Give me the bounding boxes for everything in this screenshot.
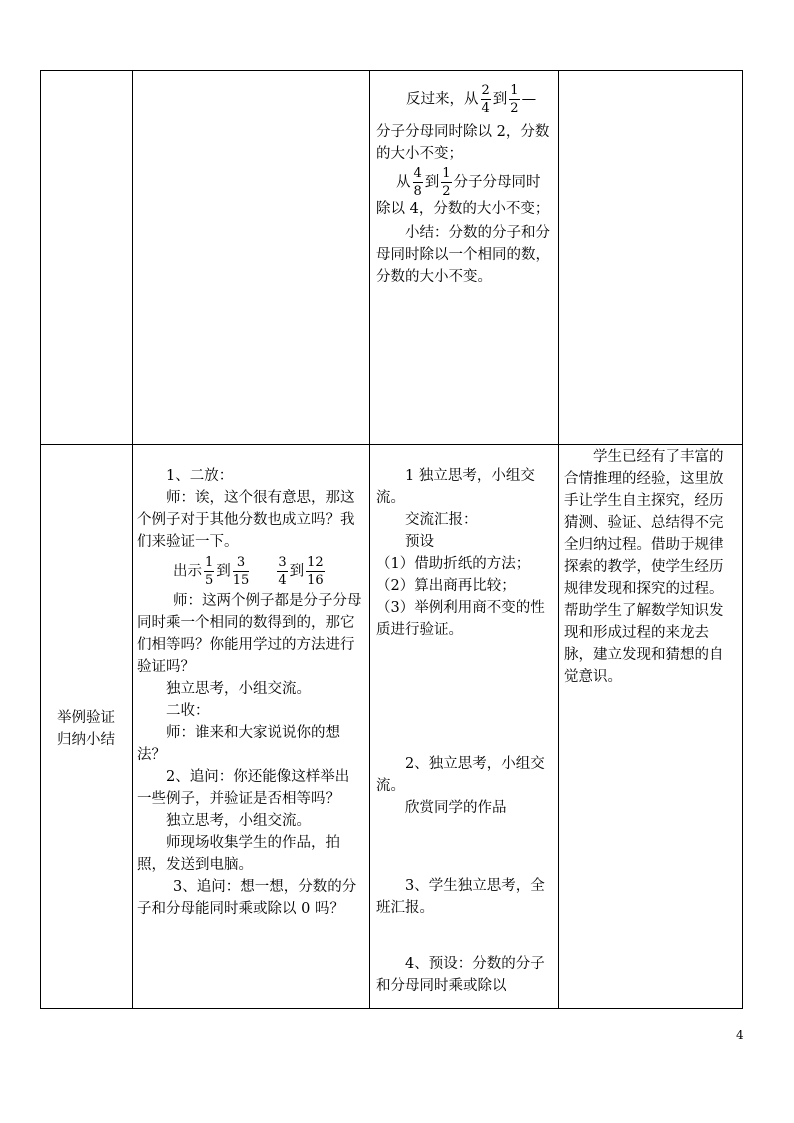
teacher-question-2: 师：这两个例子都是分子分母同时乘一个相同的数得到的，那它们相等吗？你能用学过的方法进行验证吗？	[137, 593, 362, 675]
denominator: 15	[232, 573, 250, 588]
student-step-1: 1 独立思考，小组交流。	[376, 468, 535, 506]
collect-works-text: 师现场收集学生的作品，拍照，发送到电脑。	[137, 835, 340, 873]
student-step-2: 2、独立思考，小组交流。	[376, 756, 545, 794]
appreciate-works-text: 欣赏同学的作品	[405, 800, 507, 816]
denominator: 2	[510, 101, 519, 116]
fraction-3-15	[233, 556, 250, 587]
reverse-line: 反过来，从 $\frac{2}{4}$ 到 $\frac{1}{2}$ —	[406, 83, 537, 116]
numerator: 3	[278, 555, 287, 570]
table-border-right	[742, 70, 743, 1009]
step-2-label: 二收：	[166, 703, 210, 719]
preset-item-1: （1）借助折纸的方法；	[376, 556, 531, 572]
divide-by-2-text: 分子分母同时除以 2，分数的大小不变；	[376, 124, 550, 162]
denominator: 8	[413, 184, 422, 199]
denominator: 4	[278, 573, 287, 588]
preset-item-2: （2）算出商再比较；	[376, 578, 516, 594]
teacher-question-1: 师：诶，这个很有意思，那这个例子对于其他分数也成立吗？我们来验证一下。	[137, 490, 355, 550]
student-activity-cell	[376, 465, 552, 997]
row1-student-activity-cell	[376, 84, 552, 288]
text-segment: 到	[492, 91, 508, 108]
teacher-question-3: 师：谁来和大家说说你的想法？	[137, 725, 340, 763]
fraction-1-2	[509, 84, 519, 115]
independent-thinking-1: 独立思考，小组交流。	[166, 681, 311, 697]
design-intent-cell: 学生已经有了丰富的合情推理的经验，这里放手让学生自主探究，经历猜测、验证、总结得不完全归纳过程。借助于规律探索的教学，使学生经历规律发现和探究的过程。帮助学生了解数学知识发现和形成过程的来龙去脉，建立发现和猜想的自觉意识。	[564, 449, 724, 685]
fraction-1-5	[204, 556, 214, 587]
numerator: 1	[205, 555, 214, 570]
denominator: 2	[442, 184, 451, 199]
fraction-1-2-b	[441, 167, 451, 198]
table-border-left	[40, 70, 41, 1009]
preset-item-3: （3）举例利用商不变的性质进行验证。	[376, 600, 545, 638]
summary-text: 小结：分数的分子和分母同时除以一个相同的数，分数的大小不变。	[376, 225, 550, 285]
numerator: 3	[233, 556, 250, 572]
numerator: 1	[510, 83, 519, 98]
table-border-top	[40, 70, 743, 71]
text-segment: 到	[424, 174, 440, 191]
table-border-bottom	[40, 1008, 743, 1009]
fraction-4-8	[413, 167, 423, 198]
fraction-12-16	[306, 556, 325, 587]
section-label: 举例验证归纳小结	[57, 710, 115, 748]
lesson-plan-table	[40, 70, 743, 1009]
numerator: 1	[442, 166, 451, 181]
show-fractions-line	[137, 556, 363, 587]
fraction-2-4	[481, 84, 491, 115]
text-segment: 到	[289, 563, 305, 580]
text-segment: 出示	[173, 563, 202, 580]
report-label: 交流汇报：	[405, 512, 478, 528]
numerator: 2	[481, 83, 490, 98]
column-divider-2	[369, 70, 370, 1009]
preset-label: 预设	[405, 534, 434, 550]
page-number: 4	[736, 1028, 744, 1042]
fraction-3-4	[277, 556, 287, 587]
column-divider-3	[558, 70, 559, 1009]
text-segment: 分子分母同时除以 4，分数的大小不变；	[376, 174, 550, 217]
follow-up-question-1: 2、追问：你还能像这样举出一些例子，并验证是否相等吗？	[137, 769, 350, 807]
numerator: 12	[307, 555, 324, 570]
student-step-3: 3、学生独立思考，全班汇报。	[376, 878, 545, 916]
numerator: 4	[413, 166, 422, 181]
text-segment: 反过来，从	[406, 91, 479, 108]
independent-thinking-2: 独立思考，小组交流。	[166, 813, 311, 829]
denominator: 16	[307, 573, 324, 588]
text-segment: 从	[396, 174, 411, 191]
follow-up-question-2: 3、追问：想一想，分数的分子和分母能同时乘或除以 0 吗？	[137, 879, 357, 917]
denominator: 4	[481, 101, 490, 116]
teacher-activity-cell	[137, 465, 363, 920]
column-divider-1	[132, 70, 133, 1009]
text-segment: 到	[216, 563, 231, 580]
row-divider	[40, 444, 743, 445]
step-1-text: 1、二放：	[166, 468, 234, 484]
student-step-4: 4、预设：分数的分子和分母同时乘或除以	[376, 956, 545, 994]
divide-by-4-text	[376, 167, 552, 220]
denominator: 5	[205, 573, 214, 588]
